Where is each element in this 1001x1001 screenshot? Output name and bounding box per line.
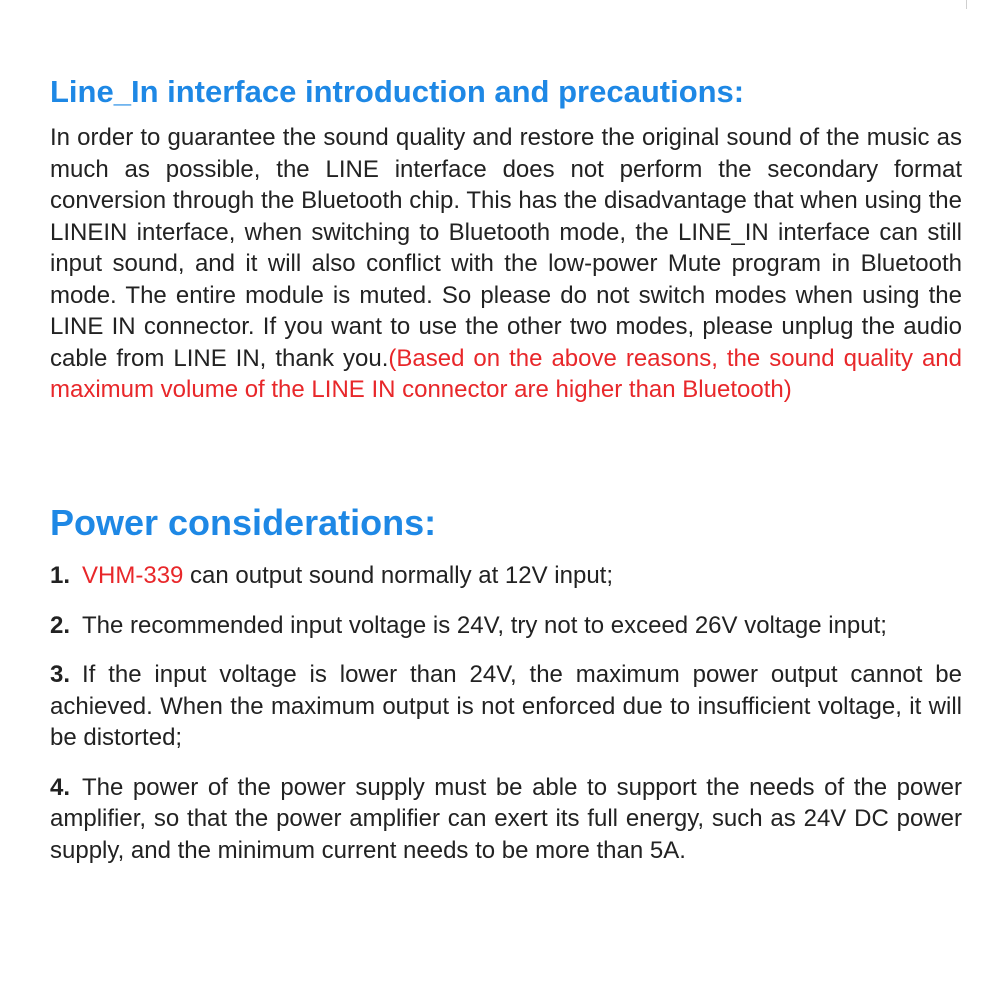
model-name: VHM-339	[82, 562, 184, 589]
power-list	[50, 560, 962, 866]
item-number: 1.	[50, 562, 71, 589]
line-in-section	[50, 70, 962, 406]
item-number: 2.	[50, 611, 71, 639]
power-item-4	[50, 772, 962, 867]
power-section	[50, 500, 962, 884]
item-text: The power of the power supply must be able to support the needs of the power amplifier, so that the power amplifier can exert its full energy, such as 24V DC power supply, and the minimum current needs to be more than 5A.	[50, 773, 962, 864]
line-in-paragraph-text: In order to guarantee the sound quality and restore the original sound of the music as much as possible, the LINE interface does not perform the secondary format conversion through the Bluetooth chip. This has the disadvantage that when using the LINEIN interface, when switching to Bluetooth mode, the LINE_IN interface can still input sound, and it will also conflict with the low-power Mute program in Bluetooth mode. The entire module is muted. So please do not switch modes when using the LINE IN connector. If you want to use the other two modes, please unplug the audio cable from LINE IN, thank you.	[50, 124, 962, 372]
line-in-heading: Line_In interface introduction and precautions:	[50, 74, 745, 109]
power-item-2	[50, 610, 962, 642]
power-item-3	[50, 659, 962, 754]
item-text: The recommended input voltage is 24V, try not to exceed 26V voltage input;	[82, 611, 887, 639]
power-item-1	[50, 560, 962, 592]
line-in-paragraph	[50, 122, 962, 406]
item-text: If the input voltage is lower than 24V, the maximum power output cannot be achieved. When the maximum output is not enforced due to insufficient voltage, it will be distorted;	[50, 661, 962, 751]
item-text: can output sound normally at 12V input;	[183, 562, 613, 589]
item-number: 4.	[50, 773, 71, 801]
line-in-note: (Based on the above reasons, the sound quality and maximum volume of the LINE IN connector are higher than Bluetooth)	[50, 344, 963, 403]
item-number: 3.	[50, 661, 71, 688]
corner-divider	[966, 0, 967, 9]
power-heading: Power considerations:	[50, 502, 437, 543]
